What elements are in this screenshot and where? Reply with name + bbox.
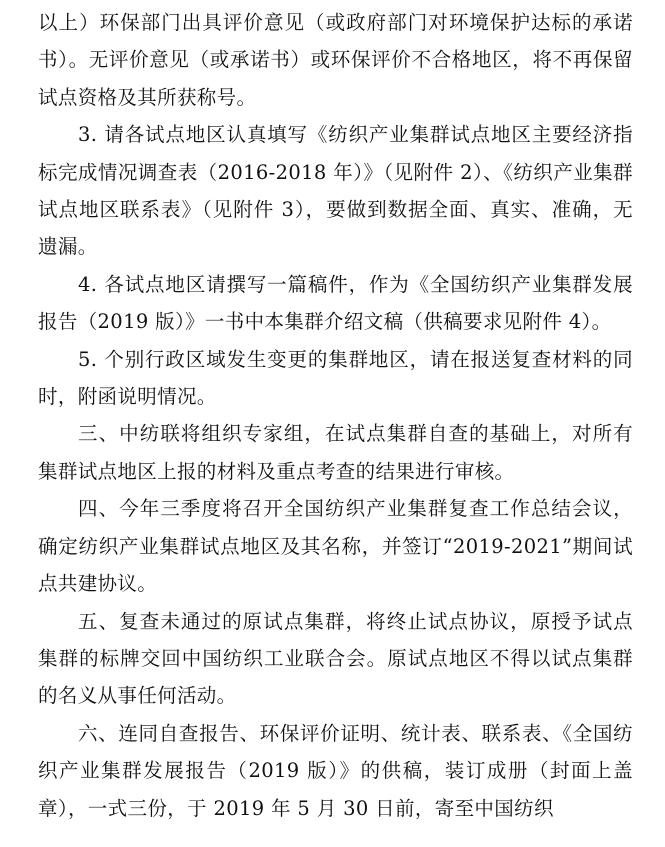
paragraph-item-5: 5. 个别行政区域发生变更的集群地区，请在报送复查材料的同时，附函说明情况。 [38, 347, 633, 409]
paragraph-section-5: 五、复查未通过的原试点集群，将终止试点协议，原授予试点集群的标牌交回中国纺织工业联合会。原试点地区不得以试点集群的名义从事任何活动。 [38, 609, 633, 708]
paragraph-item-3: 3. 请各试点地区认真填写《纺织产业集群试点地区主要经济指标完成情况调查表（2016-2018 年）》（见附件 2）、《纺织产业集群试点地区联系表》（见附件 3），要做到数据全面、真实、准确，无遗漏。 [38, 123, 633, 259]
paragraph-continuation: 以上）环保部门出具评价意见（或政府部门对环境保护达标的承诺书）。无评价意见（或承诺书）或环保评价不合格地区，将不再保留试点资格及其所获称号。 [38, 11, 633, 109]
paragraph-section-3: 三、中纺联将组织专家组，在试点集群自查的基础上，对所有集群试点地区上报的材料及重点考查的结果进行审核。 [38, 422, 633, 483]
paragraph-section-4: 四、今年三季度将召开全国纺织产业集群复查工作总结会议，确定纺织产业集群试点地区及其名称，并签订“2019-2021”期间试点共建协议。 [38, 497, 633, 596]
paragraph-section-6: 六、连同自查报告、环保评价证明、统计表、联系表、《全国纺织产业集群发展报告（2019 版）》的供稿，装订成册（封面上盖章），一式三份，于 2019 年 5 月 30 日前，寄至中国纺织 [38, 721, 633, 820]
paragraph-item-4: 4. 各试点地区请撰写一篇稿件，作为《全国纺织产业集群发展报告（2019 版）》一书中本集群介绍文稿（供稿要求见附件 4）。 [38, 272, 633, 334]
